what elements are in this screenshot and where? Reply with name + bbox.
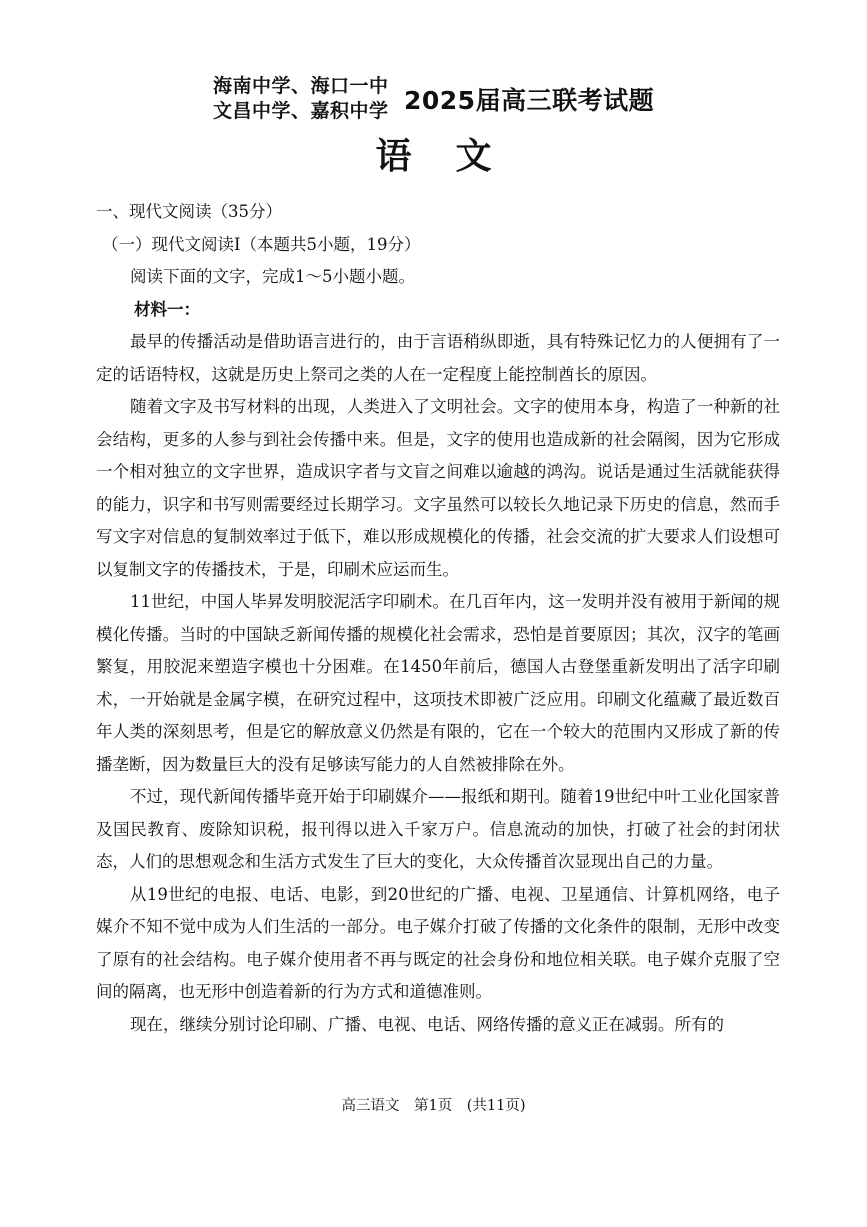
school-names-line-2: 文昌中学、嘉积中学	[213, 100, 389, 122]
page-footer: 高三语文 第1页 (共11页)	[341, 1098, 526, 1114]
paragraph: 随着文字及书写材料的出现，人类进入了文明社会。文字的使用本身，构造了一种新的社会结构，更多的人参与到社会传播中来。但是，文字的使用也造成新的社会隔阂，因为它形成一个相对独立的文字世界，造成识字者与文盲之间难以逾越的鸿沟。说话是通过生活就能获得的能力，识字和书写则需要经过长期学习。文字虽然可以较长久地记录下历史的信息，然而手写文字对信息的复制效率过于低下，难以形成规模化的传播，社会交流的扩大要求人们设想可以复制文字的传播技术，于是，印刷术应运而生。	[96, 397, 780, 579]
paragraph: 从19世纪的电报、电话、电影，到20世纪的广播、电视、卫星通信、计算机网络，电子媒介不知不觉中成为人们生活的一部分。电子媒介打破了传播的文化条件的限制，无形中改变了原有的社会结构。电子媒介使用者不再与既定的社会身份和地位相关联。电子媒介克服了空间的隔离，也无形中创造着新的行为方式和道德准则。	[96, 884, 780, 1001]
reading-instruction: 阅读下面的文字，完成1～5小题小题。	[130, 267, 415, 286]
school-names	[213, 74, 389, 124]
school-names-line-1: 海南中学、海口一中	[213, 75, 389, 97]
paragraph: 不过，现代新闻传播毕竟开始于印刷媒介——报纸和期刊。随着19世纪中叶工业化国家普及国民教育、废除知识税，报刊得以进入千家万户。信息流动的加快，打破了社会的封闭状态，人们的思想观念和生活方式发生了巨大的变化，大众传播首次显现出自己的力量。	[96, 787, 780, 871]
material-label: 材料一：	[134, 299, 200, 319]
subsection-title: （一）现代文阅读Ⅰ（本题共5小题，19分）	[102, 234, 421, 254]
paragraph: 现在，继续分别讨论印刷、广播、电视、电话、网络传播的意义正在减弱。所有的	[130, 1014, 724, 1034]
exam-content	[96, 196, 780, 1041]
exam-header	[0, 74, 867, 130]
subject-title: 语文	[375, 136, 536, 177]
paragraph: 11世纪，中国人毕昇发明胶泥活字印刷术。在几百年内，这一发明并没有被用于新闻的规模化传播。当时的中国缺乏新闻传播的规模化社会需求，恐怕是首要原因；其次，汉字的笔画繁复，用胶泥来塑造字模也十分困难。在1450年前后，德国人古登堡重新发明出了活字印刷术，一开始就是金属字模，在研究过程中，这项技术即被广泛应用。印刷文化蕴藏了最近数百年人类的深刻思考，但是它的解放意义仍然是有限的，它在一个较大的范围内又形成了新的传播垄断，因为数量巨大的没有足够读写能力的人自然被排除在外。	[96, 592, 780, 774]
paragraph: 最早的传播活动是借助语言进行的，由于言语稍纵即逝，具有特殊记忆力的人便拥有了一定的话语特权，这就是历史上祭司之类的人在一定程度上能控制酋长的原因。	[96, 332, 780, 384]
section-title: 一、现代文阅读（35分）	[96, 202, 282, 221]
exam-title: 2025届高三联考试题	[404, 86, 655, 115]
